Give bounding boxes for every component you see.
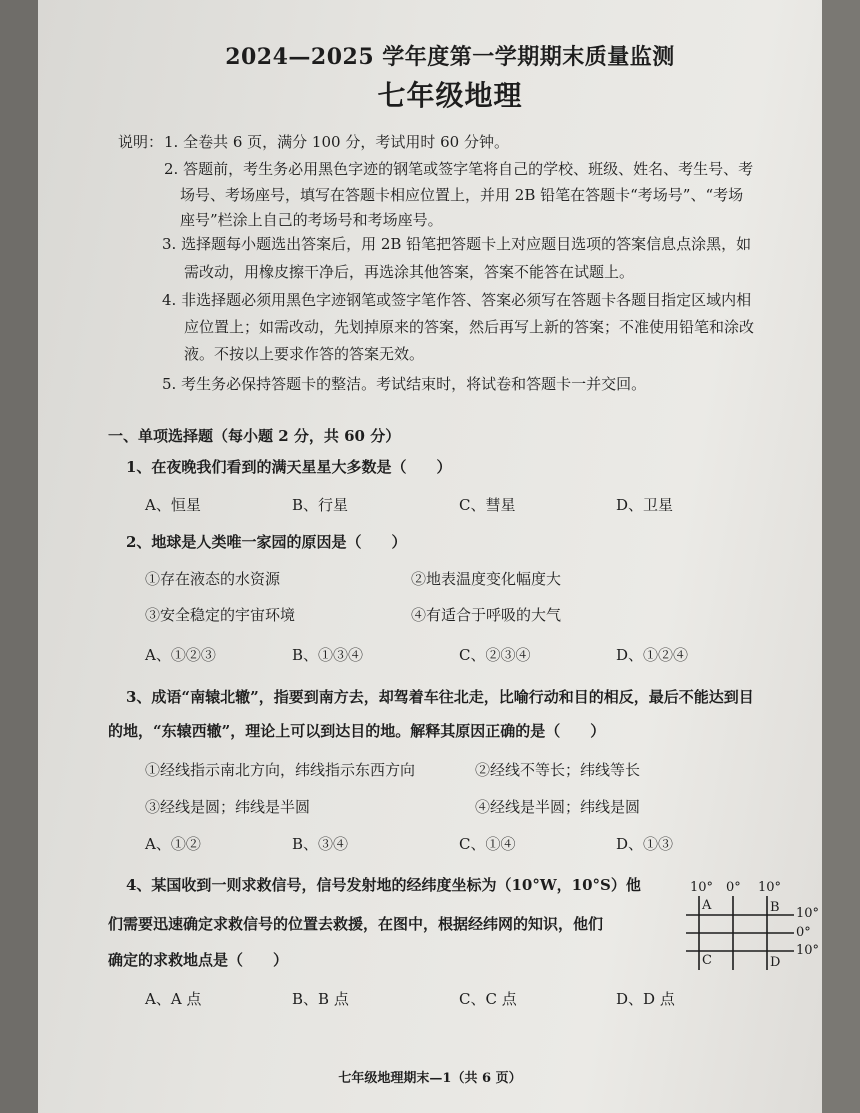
instruction-line: 2. 答题前，考生务必用黑色字迹的钢笔或签字笔将自己的学校、班级、姓名、考生号、考 — [164, 160, 754, 178]
instruction-line: 液。不按以上要求作答的答案无效。 — [184, 345, 425, 363]
question-4-stem-line-1: 4、某国收到一则求救信号，信号发射地的经纬度坐标为（10°W，10°S）他 — [126, 876, 641, 894]
q2-statement: ②地表温度变化幅度大 — [411, 570, 562, 588]
q1-option-b: B、行星 — [292, 496, 349, 514]
question-4-stem-line-3: 确定的求救地点是（ ） — [108, 951, 289, 969]
question-3-stem-line-2: 的地，“东辕西辙”，理论上可以到达目的地。解释其原因正确的是（ ） — [108, 722, 606, 740]
lon-label: 10° — [758, 880, 782, 895]
q4-option-c: C、C 点 — [459, 990, 517, 1008]
instruction-line: 场号、考场座号，填写在答题卡相应位置上，并用 2B 铅笔在答题卡“考场号”、“考场 — [180, 186, 744, 204]
q4-option-d: D、D 点 — [616, 990, 675, 1008]
q3-statement: ③经线是圆；纬线是半圆 — [145, 798, 311, 816]
instructions-label: 说明： — [118, 133, 164, 151]
q1-option-a: A、恒星 — [145, 496, 201, 514]
q3-statement: ②经线不等长；纬线等长 — [475, 761, 641, 779]
q3-option-d: D、①③ — [616, 835, 674, 853]
q3-option-a: A、①② — [145, 835, 201, 853]
left-background — [0, 0, 38, 1113]
q2-option-d: D、①②④ — [616, 646, 689, 664]
q1-option-d: D、卫星 — [616, 496, 674, 514]
instruction-line: 3. 选择题每小题选出答案后，用 2B 铅笔把答题卡上对应题目选项的答案信息点涂黑，如 — [162, 235, 752, 253]
lon-label: 0° — [726, 880, 741, 895]
q2-statement: ①存在液态的水资源 — [145, 570, 281, 588]
exam-subject: 七年级地理 — [377, 79, 523, 112]
lat-label: 10° — [796, 943, 820, 958]
point-label: D — [770, 955, 781, 970]
q2-statement: ④有适合于呼吸的大气 — [411, 606, 562, 624]
q4-option-b: B、B 点 — [292, 990, 349, 1008]
instruction-line: 座号”栏涂上自己的考场号和考场座号。 — [180, 211, 443, 229]
instruction-line: 应位置上；如需改动，先划掉原来的答案，然后再写上新的答案；不准使用铅笔和涂改 — [184, 318, 755, 336]
lat-lon-grid-diagram — [686, 878, 826, 978]
q2-option-c: C、②③④ — [459, 646, 531, 664]
instruction-line: 4. 非选择题必须用黑色字迹钢笔或签字笔作答、答案必须写在答题卡各题目指定区域内相 — [162, 291, 752, 309]
instruction-line: 1. 全卷共 6 页，满分 100 分，考试用时 60 分钟。 — [164, 133, 509, 151]
q2-option-b: B、①③④ — [292, 646, 364, 664]
q3-option-b: B、③④ — [292, 835, 349, 853]
question-1-stem: 1、在夜晚我们看到的满天星星大多数是（ ） — [126, 458, 452, 476]
lat-label: 10° — [796, 906, 820, 921]
q2-statement: ③安全稳定的宇宙环境 — [145, 606, 296, 624]
instruction-line: 5. 考生务必保持答题卡的整洁。考试结束时，将试卷和答题卡一并交回。 — [162, 375, 647, 393]
point-label: B — [770, 900, 780, 915]
right-background — [822, 0, 860, 1113]
q1-option-c: C、彗星 — [459, 496, 516, 514]
lon-label: 10° — [690, 880, 714, 895]
exam-title: 2024—2025 学年度第一学期期末质量监测 — [225, 44, 675, 70]
exam-page — [38, 0, 822, 1113]
q2-option-a: A、①②③ — [145, 646, 216, 664]
question-3-stem-line-1: 3、成语“南辕北辙”，指要到南方去，却驾着车往北走，比喻行动和目的相反，最后不能达到目 — [126, 688, 754, 706]
q4-option-a: A、A 点 — [145, 990, 202, 1008]
q3-statement: ④经线是半圆；纬线是圆 — [475, 798, 641, 816]
point-label: C — [702, 953, 712, 968]
q3-option-c: C、①④ — [459, 835, 516, 853]
question-4-stem-line-2: 们需要迅速确定求救信号的位置去救援，在图中，根据经纬网的知识，他们 — [108, 915, 604, 933]
point-label: A — [702, 898, 712, 913]
section-heading: 一、单项选择题（每小题 2 分，共 60 分） — [108, 427, 401, 445]
page-footer: 七年级地理期末—1（共 6 页） — [338, 1071, 522, 1086]
lat-label: 0° — [796, 925, 811, 940]
question-2-stem: 2、地球是人类唯一家园的原因是（ ） — [126, 533, 407, 551]
q3-statement: ①经线指示南北方向，纬线指示东西方向 — [145, 761, 416, 779]
instruction-line: 需改动，用橡皮擦干净后，再选涂其他答案，答案不能答在试题上。 — [184, 263, 635, 281]
